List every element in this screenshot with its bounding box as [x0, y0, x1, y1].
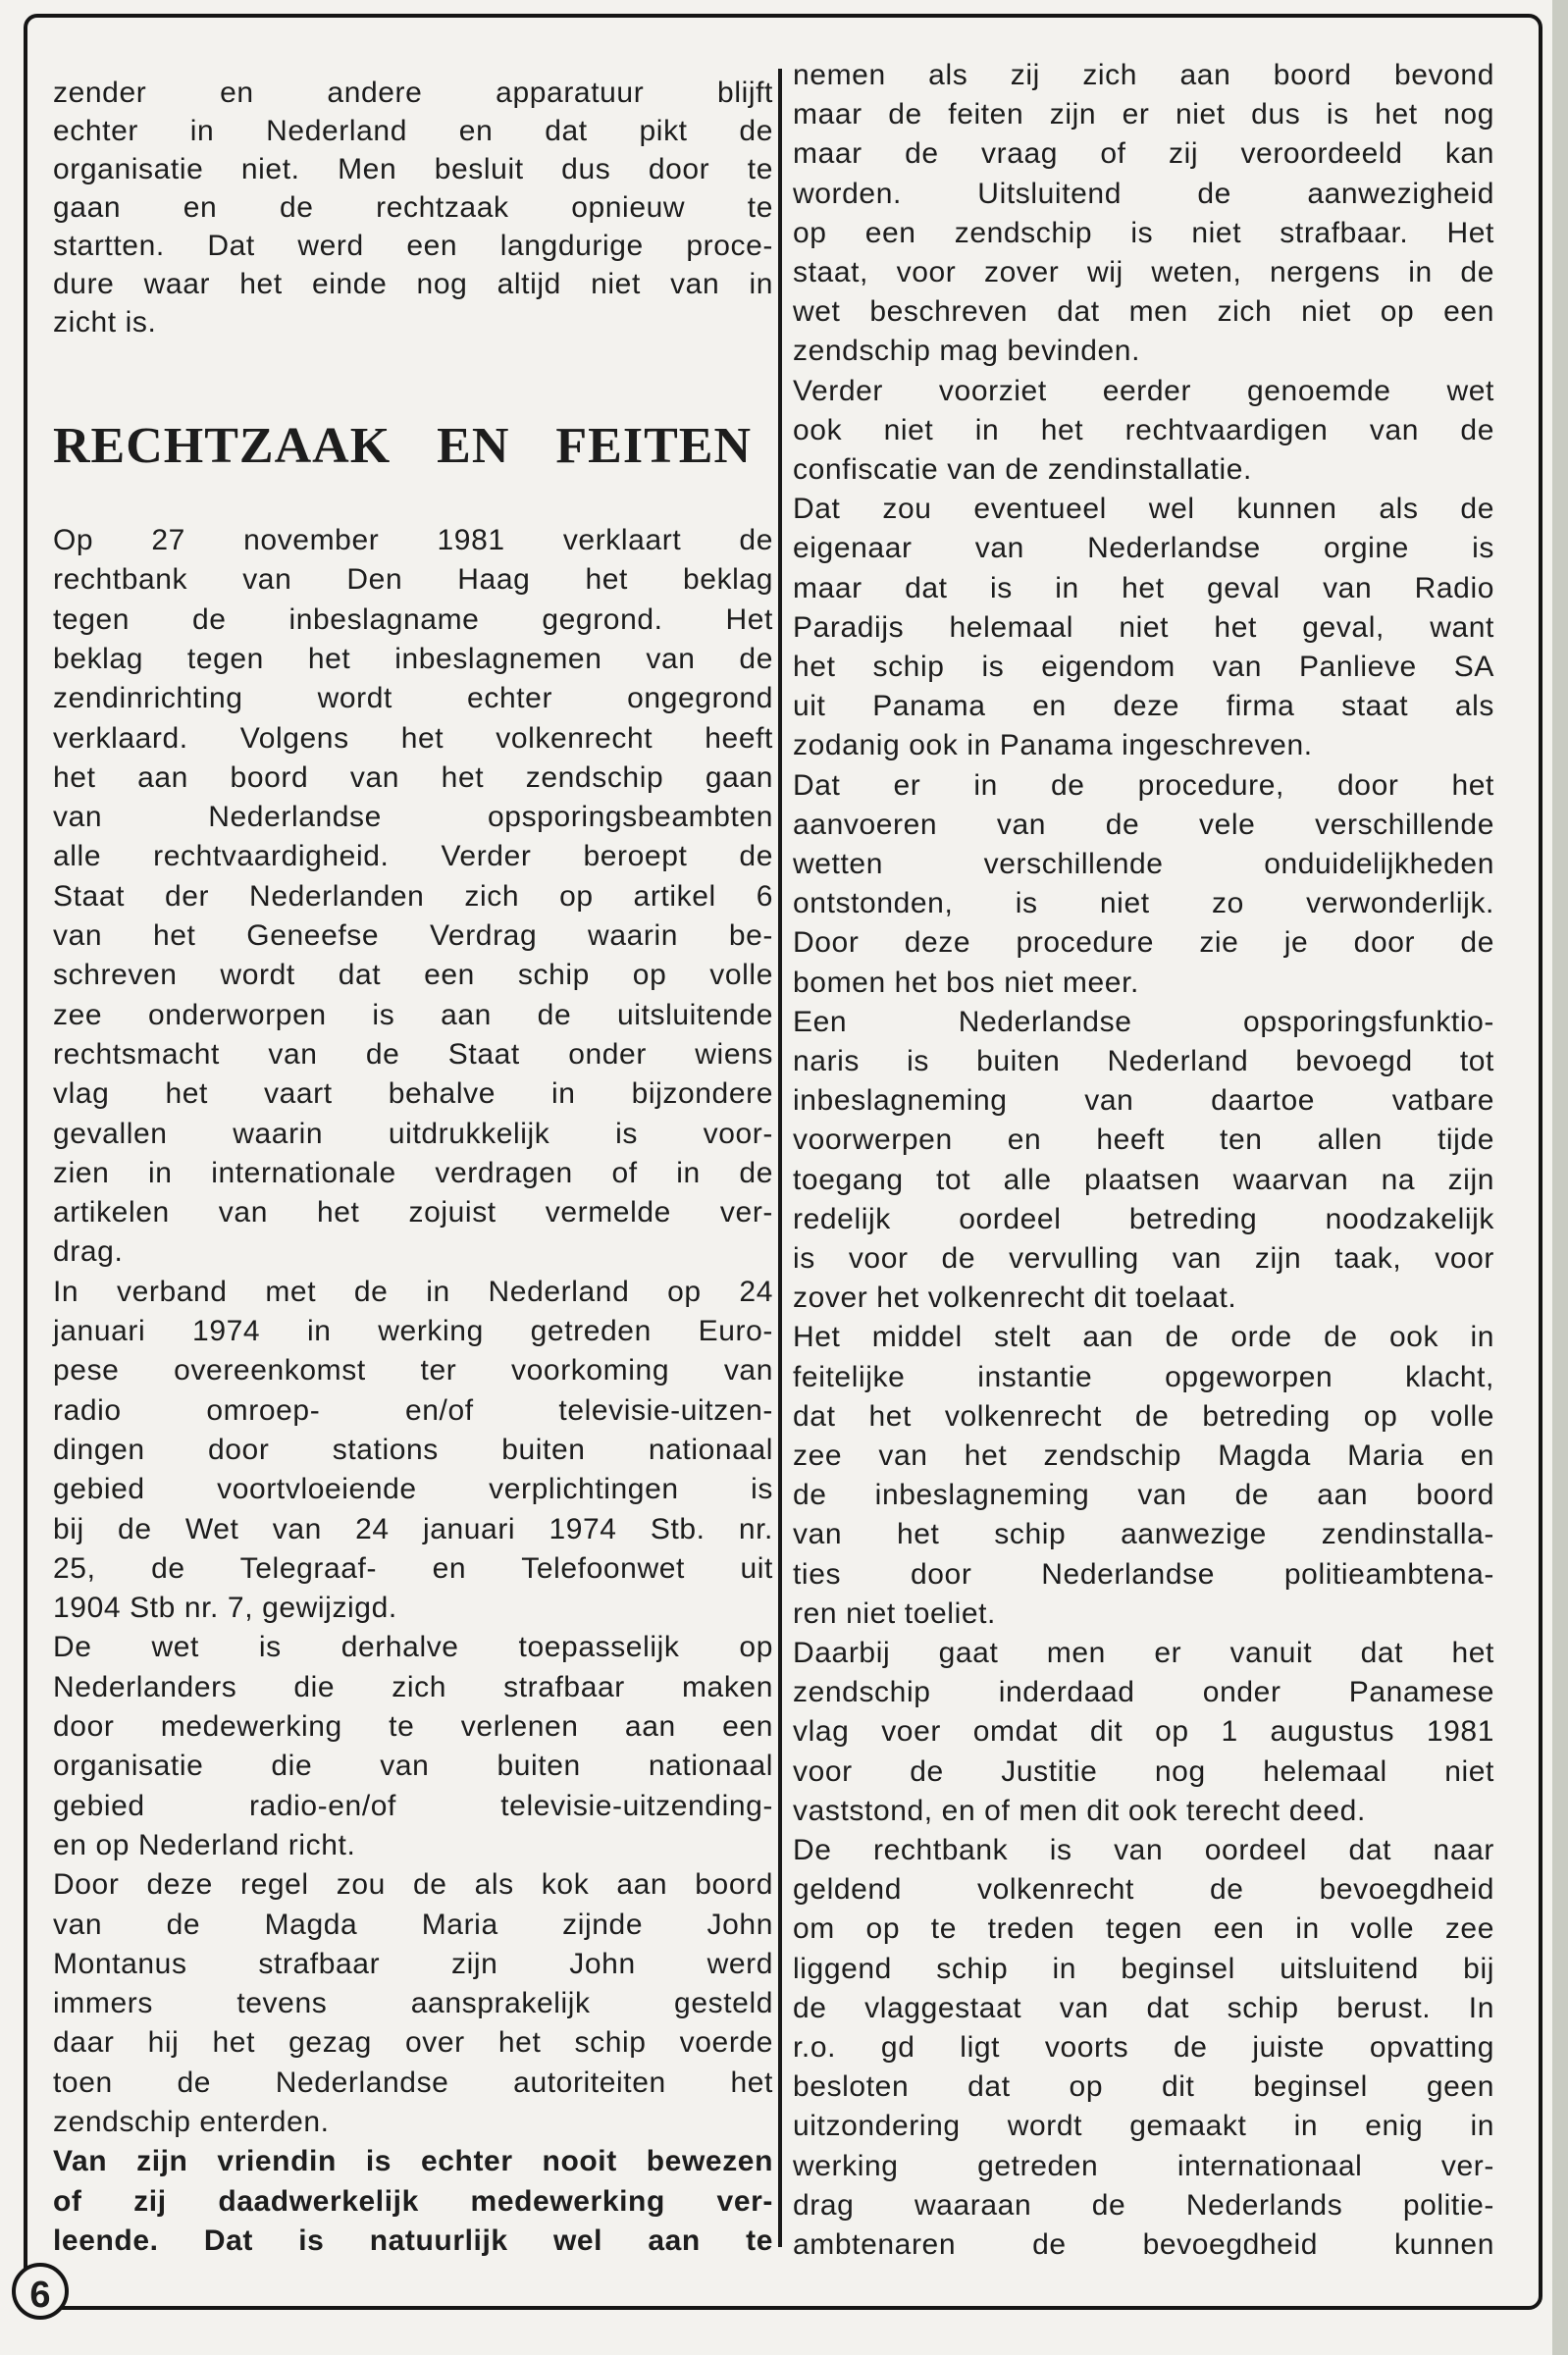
text-line: is voor de vervulling van zijn taak, voor	[793, 1242, 1494, 1275]
text-line: Een Nederlandse opsporingsfunktio-	[793, 1005, 1494, 1038]
text-line: zodanig ook in Panama ingeschreven.	[793, 729, 1313, 762]
text-line: bij de Wet van 24 januari 1974 Stb. nr.	[53, 1512, 773, 1545]
text-line: In verband met de in Nederland op 24	[53, 1275, 773, 1308]
text-line: zendschip enterden.	[53, 2106, 330, 2138]
text-line: rechtbank van Den Haag het beklag	[53, 563, 773, 597]
text-line: gevallen waarin uitdrukkelijk is voor-	[53, 1117, 773, 1150]
text-line: maar dat is in het geval van Radio	[793, 571, 1494, 604]
text-line: daar hij het gezag over het schip voerde	[53, 2026, 773, 2060]
text-line: De rechtbank is van oordeel dat naar	[793, 1834, 1494, 1866]
text-line: 1904 Stb nr. 7, gewijzigd.	[53, 1592, 397, 1625]
text-line: zendschip mag bevinden.	[793, 335, 1141, 368]
text-line: echter in Nederland en dat pikt de	[53, 115, 773, 147]
text-line: Daarbij gaat men er vanuit dat het	[793, 1637, 1494, 1669]
text-line: zendschip inderdaad onder Panamese	[793, 1676, 1494, 1709]
text-line: ook niet in het rechtvaardigen van de	[793, 413, 1494, 446]
text-line: Dat zou eventueel wel kunnen als de	[793, 493, 1494, 526]
text-line: voor de Justitie nog helemaal niet	[793, 1754, 1494, 1788]
text-line: gebied radio-en/of televisie-uitzending-	[53, 1789, 773, 1822]
scan-edge	[1552, 0, 1568, 2355]
text-line: besloten dat op dit beginsel geen	[793, 2070, 1494, 2104]
text-line: gaan en de rechtzaak opnieuw te	[53, 191, 773, 224]
text-line: uit Panama en deze firma staat als	[793, 690, 1494, 723]
text-line: 25, de Telegraaf- en Telefoonwet uit	[53, 1551, 773, 1585]
text-line: pese overeenkomst ter voorkoming van	[53, 1354, 773, 1387]
text-line: van Nederlandse opsporingsbeambten	[53, 801, 773, 834]
text-line: de vlaggestaat van dat schip berust. In	[793, 1991, 1494, 2024]
text-line: van de Magda Maria zijnde John	[53, 1908, 773, 1941]
text-line: Paradijs helemaal niet het geval, want	[793, 610, 1494, 644]
text-line: geldend volkenrecht de bevoegdheid	[793, 1873, 1494, 1907]
text-line: zee onderworpen is aan de uitsluitende	[53, 998, 773, 1031]
text-line: nemen als zij zich aan boord bevond	[793, 59, 1494, 91]
text-line: r.o. gd ligt voorts de juiste opvatting	[793, 2031, 1494, 2064]
text-line: toegang tot alle plaatsen waarvan na zijn	[793, 1163, 1494, 1196]
text-line: ontstonden, is niet zo verwonderlijk.	[793, 887, 1494, 920]
text-line: De wet is derhalve toepasselijk op	[53, 1631, 773, 1664]
text-line: het schip is eigendom van Panlieve SA	[793, 651, 1494, 683]
text-line: toen de Nederlandse autoriteiten het	[53, 2066, 773, 2099]
column-divider	[778, 69, 782, 2247]
text-line: alle rechtvaardigheid. Verder beroept de	[53, 840, 773, 873]
text-line: wet beschreven dat men zich niet op een	[793, 295, 1494, 329]
text-line: schreven wordt dat een schip op volle	[53, 959, 773, 992]
text-line: het aan boord van het zendschip gaan	[53, 760, 773, 794]
text-line: zendinrichting wordt echter ongegrond	[53, 682, 773, 715]
text-line: uitzondering wordt gemaakt in enig in	[793, 2110, 1494, 2143]
text-line: inbeslagneming van daartoe vatbare	[793, 1084, 1494, 1118]
text-line: op een zendschip is niet strafbaar. Het	[793, 216, 1494, 249]
text-line: zover het volkenrecht dit toelaat.	[793, 1282, 1237, 1315]
page-number: 6	[12, 2263, 69, 2320]
text-line: confiscatie van de zendinstallatie.	[793, 453, 1252, 486]
text-line: of zij daadwerkelijk medewerking ver-	[53, 2184, 773, 2218]
text-line: worden. Uitsluitend de aanwezigheid	[793, 177, 1494, 210]
text-line: gebied voortvloeiende verplichtingen is	[53, 1473, 773, 1506]
text-line: zender en andere apparatuur blijft	[53, 77, 773, 109]
text-line: redelijk oordeel betreding noodzakelijk	[793, 1202, 1494, 1235]
text-line: van het schip aanwezige zendinstalla-	[793, 1518, 1494, 1551]
text-line: radio omroep- en/of televisie-uitzen-	[53, 1393, 773, 1427]
text-line: maar de feiten zijn er niet dus is het nog	[793, 98, 1494, 131]
text-line: ambtenaren de bevoegdheid kunnen	[793, 2228, 1494, 2261]
text-line: de inbeslagneming van de aan boord	[793, 1479, 1494, 1512]
text-line: wetten verschillende onduidelijkheden	[793, 848, 1494, 880]
text-line: verklaard. Volgens het volkenrecht heeft	[53, 721, 773, 755]
text-line: naris is buiten Nederland bevoegd tot	[793, 1045, 1494, 1077]
text-line: drag.	[53, 1235, 124, 1269]
text-line: staat, voor zover wij weten, nergens in de	[793, 256, 1494, 288]
text-line: artikelen van het zojuist vermelde ver-	[53, 1196, 773, 1230]
text-line: Het middel stelt aan de orde de ook in	[793, 1321, 1494, 1354]
text-line: liggend schip in beginsel uitsluitend bij	[793, 1952, 1494, 1985]
text-line: ren niet toeliet.	[793, 1596, 996, 1630]
text-line: vlag het vaart behalve in bijzondere	[53, 1077, 773, 1111]
section-heading: RECHTZAAK EN FEITEN	[53, 418, 752, 474]
text-line: eigenaar van Nederlandse orgine is	[793, 532, 1494, 565]
text-line: rechtsmacht van de Staat onder wiens	[53, 1037, 773, 1071]
text-line: Dat er in de procedure, door het	[793, 768, 1494, 802]
text-line: Nederlanders die zich strafbaar maken	[53, 1670, 773, 1703]
text-line: januari 1974 in werking getreden Euro-	[53, 1315, 773, 1347]
text-line: beklag tegen het inbeslagnemen van de	[53, 642, 773, 675]
text-line: maar de vraag of zij veroordeeld kan	[793, 137, 1494, 171]
text-line: en op Nederland richt.	[53, 1828, 356, 1861]
text-line: zien in internationale verdragen of in de	[53, 1156, 773, 1189]
text-line: om op te treden tegen een in volle zee	[793, 1912, 1494, 1946]
text-line: werking getreden internationaal ver-	[793, 2149, 1494, 2182]
text-line: aanvoeren van de vele verschillende	[793, 808, 1494, 841]
text-line: dure waar het einde nog altijd niet van in	[53, 268, 773, 300]
text-line: dingen door stations buiten nationaal	[53, 1433, 773, 1466]
text-line: Van zijn vriendin is echter nooit bewezen	[53, 2145, 773, 2178]
text-line: bomen het bos niet meer.	[793, 966, 1139, 999]
text-line: organisatie niet. Men besluit dus door te	[53, 153, 773, 185]
text-line: tegen de inbeslagname gegrond. Het	[53, 602, 773, 636]
text-line: organisatie die van buiten nationaal	[53, 1750, 773, 1783]
text-line: leende. Dat is natuurlijk wel aan te	[53, 2224, 773, 2257]
text-line: door medewerking te verlenen aan een	[53, 1710, 773, 1743]
text-line: immers tevens aansprakelijk gesteld	[53, 1987, 773, 2020]
text-line: feitelijke instantie opgeworpen klacht,	[793, 1360, 1494, 1393]
text-line: Montanus strafbaar zijn John werd	[53, 1947, 773, 1980]
text-line: voorwerpen en heeft ten allen tijde	[793, 1124, 1494, 1157]
text-line: dat het volkenrecht de betreding op volle	[793, 1399, 1494, 1433]
text-line: Door deze regel zou de als kok aan boord	[53, 1868, 773, 1902]
text-line: zee van het zendschip Magda Maria en	[793, 1439, 1494, 1472]
text-line: ties door Nederlandse politieambtena-	[793, 1557, 1494, 1591]
text-line: vaststond, en of men dit ook terecht deed.	[793, 1794, 1366, 1827]
text-line: zicht is.	[53, 306, 157, 339]
text-line: Staat der Nederlanden zich op artikel 6	[53, 879, 773, 913]
text-line: van het Geneefse Verdrag waarin be-	[53, 919, 773, 952]
text-line: vlag voer omdat dit op 1 augustus 1981	[793, 1715, 1494, 1749]
text-line: drag waaraan de Nederlands politie-	[793, 2188, 1494, 2222]
text-line: Door deze procedure zie je door de	[793, 926, 1494, 960]
text-line: Verder voorziet eerder genoemde wet	[793, 374, 1494, 407]
text-line: Op 27 november 1981 verklaart de	[53, 524, 773, 556]
text-line: startten. Dat werd een langdurige proce-	[53, 230, 773, 262]
